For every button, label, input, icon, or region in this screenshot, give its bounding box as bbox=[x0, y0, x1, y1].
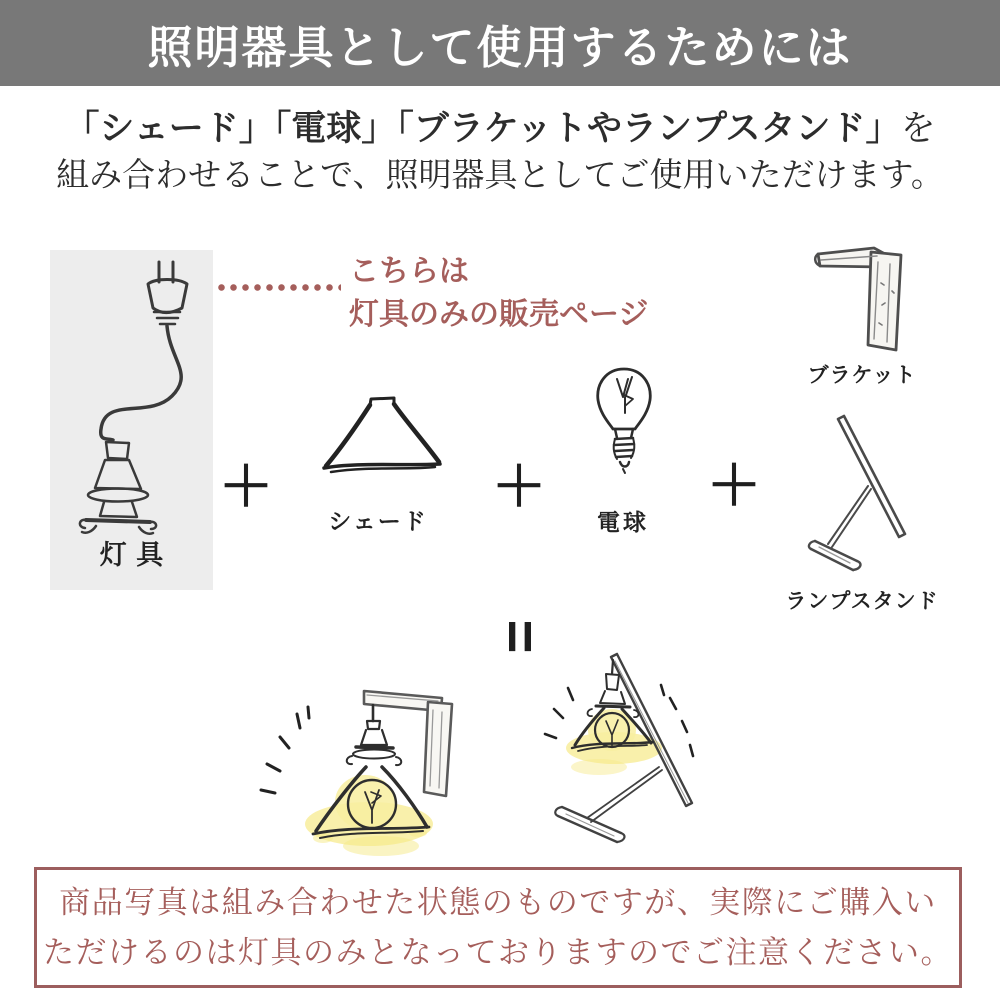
shade-icon bbox=[315, 396, 450, 476]
intro-line1-bold: 「シェード」「電球」「ブラケットやランプスタンド」 bbox=[64, 109, 901, 148]
callout-line1: こちらは bbox=[349, 255, 469, 288]
notice-line1: 商品写真は組み合わせた状態のものですが、実際にご購入い bbox=[59, 884, 937, 920]
bulb-label: 電球 bbox=[597, 509, 649, 535]
fixture-panel bbox=[50, 250, 213, 590]
intro-line2: 組み合わせることで、照明器具としてご使用いただけます。 bbox=[56, 156, 944, 193]
lampstand-label: ランプスタンド bbox=[785, 590, 939, 613]
callout-text bbox=[349, 250, 648, 336]
bracket-label: ブラケット bbox=[807, 364, 917, 387]
shade-label: シェード bbox=[328, 508, 428, 534]
callout-line2: 灯具のみの販売ページ bbox=[349, 298, 649, 331]
page-title: 照明器具として使用するためには bbox=[147, 21, 853, 73]
intro-line1 bbox=[0, 106, 1000, 152]
intro-line1-tail: を bbox=[900, 109, 936, 148]
plus-sign: ＋ bbox=[707, 456, 761, 516]
plus-sign: ＋ bbox=[219, 457, 273, 517]
assembled-stand-lamp-icon bbox=[535, 645, 735, 855]
plus-sign: ＋ bbox=[492, 457, 546, 517]
equals-glyph: = bbox=[487, 619, 553, 653]
dotted-connector bbox=[218, 284, 341, 291]
intro-text bbox=[0, 106, 1000, 198]
assembled-bracket-lamp-icon bbox=[253, 676, 468, 861]
lamp-stand-icon bbox=[808, 413, 914, 571]
bulb-icon bbox=[592, 366, 656, 484]
header-banner bbox=[0, 0, 1000, 86]
notice-box bbox=[34, 867, 962, 988]
wall-bracket-icon bbox=[812, 241, 912, 354]
notice-line2: ただけるのは灯具のみとなっておりますのでご注意ください。 bbox=[43, 934, 953, 970]
fixture-label: 灯具 bbox=[99, 540, 173, 570]
pendant-cord-icon bbox=[56, 256, 206, 541]
